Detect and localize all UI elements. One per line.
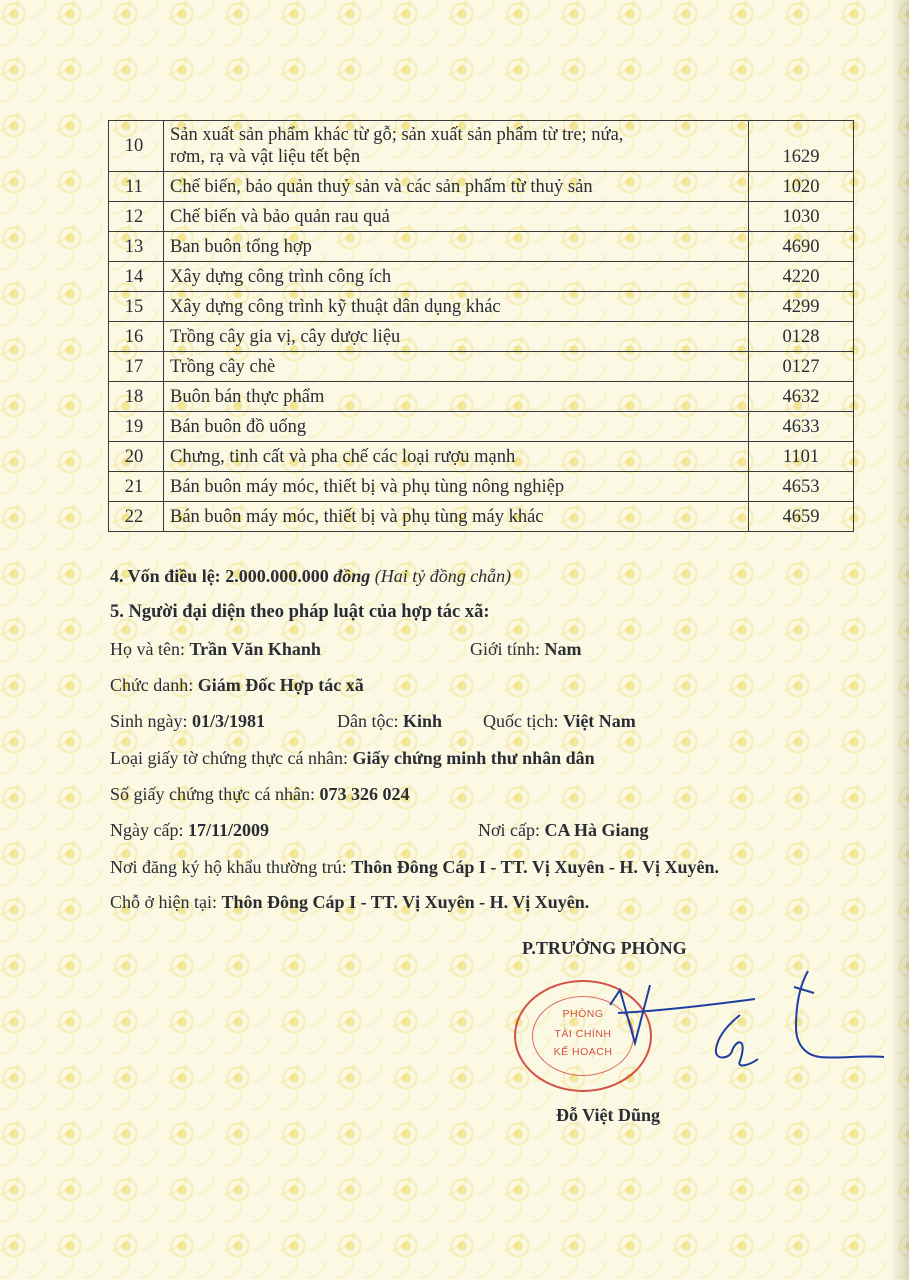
activity-name: Bán buôn máy móc, thiết bị và phụ tùng máy khác <box>164 502 749 532</box>
row-number: 13 <box>109 232 164 262</box>
rep-gender-line <box>470 639 582 660</box>
rep-nationality: Việt Nam <box>562 711 636 731</box>
activity-code: 4653 <box>749 472 854 502</box>
activity-name-line: rơm, rạ và vật liệu tết bện <box>170 147 361 167</box>
activity-code: 0127 <box>749 352 854 382</box>
activity-name: Ban buôn tổng hợp <box>164 232 749 262</box>
table-row <box>109 292 854 322</box>
activity-code: 1629 <box>749 121 854 172</box>
row-number: 16 <box>109 322 164 352</box>
activity-code: 4220 <box>749 262 854 292</box>
representative-heading: 5. Người đại diện theo pháp luật của hợp tác xã: <box>110 602 490 622</box>
rep-gender-label: Giới tính: <box>470 639 545 659</box>
rep-name: Trần Văn Khanh <box>189 639 321 659</box>
seal-text-line: KẾ HOẠCH <box>553 1046 613 1058</box>
rep-current-address-line <box>110 892 589 913</box>
activity-code: 1030 <box>749 202 854 232</box>
signer-position: P.TRƯỞNG PHÒNG <box>522 938 687 958</box>
activity-name: Chế biến, bảo quản thuỷ sản và các sản phẩm từ thuỷ sản <box>164 172 749 202</box>
capital-in-words: (Hai tỷ đồng chẵn) <box>370 566 512 586</box>
activity-name-line: Sản xuất sản phẩm khác từ gỗ; sản xuất sản phẩm từ tre; nứa, <box>170 125 624 145</box>
table-row <box>109 322 854 352</box>
row-number: 20 <box>109 442 164 472</box>
capital-unit: đồng <box>328 566 371 586</box>
rep-perm-label: Nơi đăng ký hộ khẩu thường trú: <box>110 857 352 877</box>
charter-capital-line <box>110 566 511 587</box>
rep-nationality-line <box>483 711 636 732</box>
rep-gender: Nam <box>544 639 582 659</box>
row-number: 17 <box>109 352 164 382</box>
table-row <box>109 352 854 382</box>
table-row <box>109 502 854 532</box>
table-row <box>109 202 854 232</box>
row-number: 21 <box>109 472 164 502</box>
activity-code: 0128 <box>749 322 854 352</box>
table-row <box>109 262 854 292</box>
rep-issue-date-line <box>110 820 269 841</box>
activity-code: 1020 <box>749 172 854 202</box>
rep-title: Giám Đốc Hợp tác xã <box>197 675 364 695</box>
activity-name: Trồng cây gia vị, cây dược liệu <box>164 322 749 352</box>
rep-name-label: Họ và tên: <box>110 639 190 659</box>
rep-nationality-label: Quốc tịch: <box>483 711 563 731</box>
activity-code: 4632 <box>749 382 854 412</box>
row-number: 22 <box>109 502 164 532</box>
page-edge-shadow <box>891 0 909 1280</box>
rep-issue-place-line <box>478 820 649 841</box>
capital-amount: 2.000.000.000 <box>225 566 329 586</box>
seal-text-line: TÀI CHÍNH <box>554 1028 612 1040</box>
activity-code: 4690 <box>749 232 854 262</box>
rep-dob-line <box>110 711 265 732</box>
row-number: 19 <box>109 412 164 442</box>
row-number: 10 <box>109 121 164 172</box>
row-number: 14 <box>109 262 164 292</box>
row-number: 12 <box>109 202 164 232</box>
table-row <box>109 172 854 202</box>
rep-ethnic-line <box>337 711 442 732</box>
activity-code: 1101 <box>749 442 854 472</box>
rep-idno: 073 326 024 <box>319 784 410 804</box>
table-row <box>109 412 854 442</box>
activity-name: Xây dựng công trình kỹ thuật dân dụng khác <box>164 292 749 322</box>
row-number: 18 <box>109 382 164 412</box>
rep-idno-line <box>110 784 409 805</box>
rep-title-label: Chức danh: <box>110 675 198 695</box>
rep-idno-label: Số giấy chứng thực cá nhân: <box>110 784 320 804</box>
rep-ethnic-label: Dân tộc: <box>337 711 403 731</box>
table-row <box>109 232 854 262</box>
activity-code: 4299 <box>749 292 854 322</box>
rep-issue-place: CA Hà Giang <box>544 820 649 840</box>
activity-code: 4633 <box>749 412 854 442</box>
rep-idtype: Giấy chứng minh thư nhân dân <box>352 748 595 768</box>
activity-name: Chưng, tinh cất và pha chế các loại rượu mạnh <box>164 442 749 472</box>
activity-name: Chế biến và bảo quản rau quả <box>164 202 749 232</box>
activity-name: Bán buôn đồ uống <box>164 412 749 442</box>
seal-text-line: PHÒNG <box>562 1008 604 1020</box>
capital-label: 4. Vốn điều lệ: <box>110 566 226 586</box>
handwritten-signature <box>590 965 900 1075</box>
activity-name: Xây dựng công trình công ích <box>164 262 749 292</box>
business-activities-table <box>108 120 854 532</box>
rep-permanent-address-line <box>110 857 719 878</box>
signer-name: Đỗ Việt Dũng <box>556 1105 661 1125</box>
activity-name: Buôn bán thực phẩm <box>164 382 749 412</box>
activity-name: Bán buôn máy móc, thiết bị và phụ tùng nông nghiệp <box>164 472 749 502</box>
row-number: 15 <box>109 292 164 322</box>
rep-dob: 01/3/1981 <box>192 711 266 731</box>
rep-curr: Thôn Đông Cáp I - TT. Vị Xuyên - H. Vị Xuyên. <box>221 892 590 912</box>
rep-name-line <box>110 639 321 660</box>
table-row <box>109 472 854 502</box>
rep-ethnic: Kinh <box>402 711 443 731</box>
row-number: 11 <box>109 172 164 202</box>
rep-idtype-label: Loại giấy tờ chứng thực cá nhân: <box>110 748 353 768</box>
rep-perm: Thôn Đông Cáp I - TT. Vị Xuyên - H. Vị Xuyên. <box>351 857 720 877</box>
table-row <box>109 442 854 472</box>
rep-issue-date-label: Ngày cấp: <box>110 820 188 840</box>
rep-idtype-line <box>110 748 595 769</box>
table-row <box>109 382 854 412</box>
rep-issue-date: 17/11/2009 <box>187 820 269 840</box>
table-row <box>109 121 854 172</box>
activity-code: 4659 <box>749 502 854 532</box>
rep-title-line <box>110 675 364 696</box>
rep-dob-label: Sinh ngày: <box>110 711 193 731</box>
activity-name: Trồng cây chè <box>164 352 749 382</box>
activity-name <box>164 121 749 172</box>
rep-curr-label: Chỗ ở hiện tại: <box>110 892 222 912</box>
rep-issue-place-label: Nơi cấp: <box>478 820 545 840</box>
